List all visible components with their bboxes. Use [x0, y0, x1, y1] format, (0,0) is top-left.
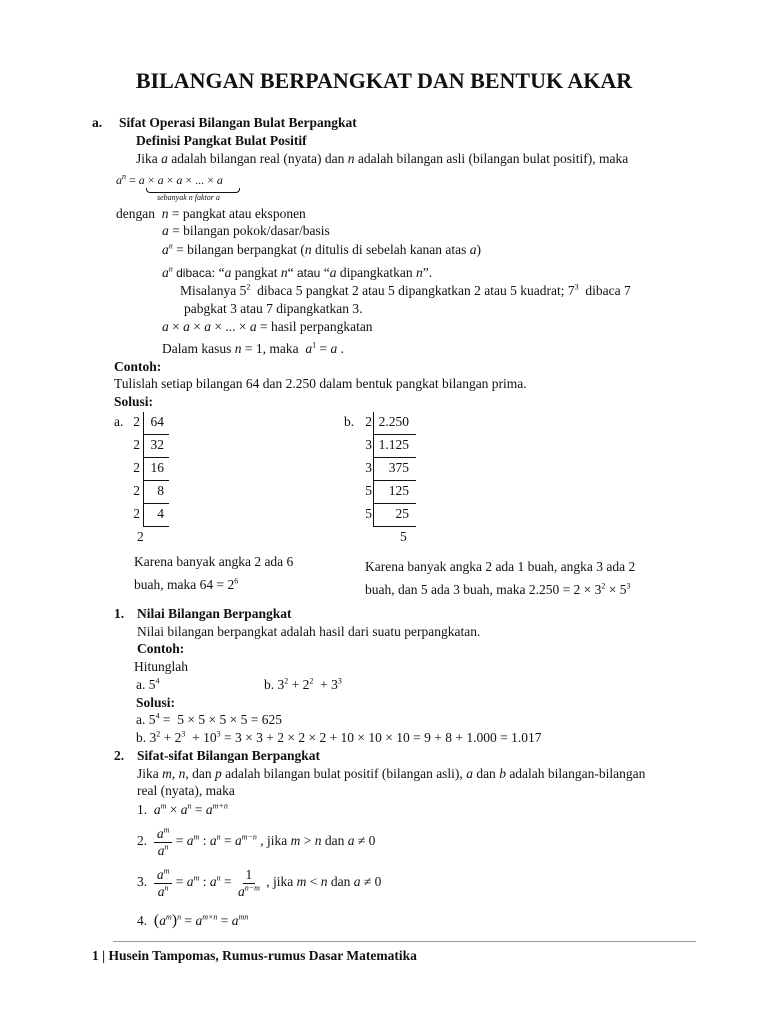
kasus-line: Dalam kasus n = 1, maka $a^1 = a$ .	[162, 340, 344, 356]
division-vertical-rule	[143, 435, 144, 458]
dividend: 375	[388, 460, 409, 475]
contoh-text: Tulislah setiap bilangan 64 dan 2.250 dalam bentuk pangkat bilangan prima.	[114, 376, 527, 391]
division-horizontal-rule	[373, 503, 416, 504]
division-horizontal-rule	[143, 526, 169, 527]
dividend: 1.125	[378, 437, 409, 452]
misalnya-line1: Misalanya $5^2$ dibaca 5 pangkat 2 atau 5 dipangkatkan 2 atau 5 kuadrat; $7^3$ dibaca 7	[180, 282, 631, 298]
solusi-label: Solusi:	[114, 394, 154, 409]
hasil-line: a × a × a × ... × a = hasil perpangkatan	[162, 319, 373, 334]
misalnya-line2: pabgkat 3 atau 7 dipangkatkan 3.	[184, 301, 363, 316]
section2-text-2: real (nyata), maka	[137, 783, 235, 798]
division-vertical-rule	[373, 504, 374, 527]
definition-formula: $a^n = a \times a \times a$ × ... × a	[116, 172, 223, 187]
dividend: 4	[157, 506, 164, 521]
section1-heading: Nilai Bilangan Berpangkat	[137, 606, 292, 621]
dividend: 32	[150, 437, 164, 452]
division-a-marker: a.	[114, 414, 124, 429]
definition-heading: Definisi Pangkat Bulat Positif	[136, 133, 307, 148]
section1-sol-b: b. $3^2 + 2^3 + 10^3 = 3 \times 3 + 2 \times 2 \times 2 + 10 \times 10 \times 10 = 9 + 8 + 1.000 = 1.017$	[136, 729, 542, 745]
footer-rule	[113, 941, 696, 942]
division-vertical-rule	[143, 481, 144, 504]
division-vertical-rule	[373, 481, 374, 504]
contoh-label: Contoh:	[114, 359, 162, 374]
dividend: 125	[388, 483, 409, 498]
division-horizontal-rule	[373, 526, 416, 527]
divisor: 3	[365, 460, 372, 475]
rule-4: 4. $(a^m)^n = a^{m\times n} = a^{mn}$	[137, 912, 249, 929]
division-horizontal-rule	[373, 434, 416, 435]
section1-contoh: Contoh:	[137, 641, 185, 656]
divisor: 2	[133, 414, 140, 429]
page-footer: 1 | Husein Tampomas, Rumus-rumus Dasar Matematika	[92, 948, 417, 963]
division-horizontal-rule	[143, 480, 169, 481]
division-vertical-rule	[373, 435, 374, 458]
division-remainder: 2	[137, 529, 144, 544]
section1-solusi: Solusi:	[136, 695, 176, 710]
division-b-conclusion-1: Karena banyak angka 2 ada 1 buah, angka 3 ada 2	[365, 559, 636, 574]
divisor: 5	[365, 506, 372, 521]
section2-number: 2.	[114, 748, 125, 763]
dividend: 25	[395, 506, 409, 521]
division-b-marker: b.	[344, 414, 355, 429]
brace-label: sebanyak n faktor a	[157, 193, 220, 202]
dividend: 2.250	[378, 414, 409, 429]
dividend: 16	[150, 460, 164, 475]
division-remainder: 5	[400, 529, 407, 544]
section1-item-a: a. $5^4$	[136, 676, 160, 692]
section1-hitunglah: Hitunglah	[134, 659, 188, 674]
dengan-a: a = bilangan pokok/dasar/basis	[162, 223, 330, 238]
division-a-conclusion-2: buah, maka $64 = 2^6$	[134, 576, 239, 592]
section-heading: Sifat Operasi Bilangan Bulat Berpangkat	[119, 115, 357, 130]
division-vertical-rule	[143, 504, 144, 527]
division-vertical-rule	[143, 458, 144, 481]
division-horizontal-rule	[143, 434, 169, 435]
rule-3: 3. $\frac{a^m}{a^n}$ = $a^m$ : $a^n$ = $\frac{1}{a^{n-m}}$ , jika m < n dan a ≠ 0	[137, 866, 382, 899]
divisor: 2	[133, 437, 140, 452]
rule-1: 1. $a^m \times a^n = a^{m+n}$	[137, 801, 228, 817]
divisor: 2	[133, 506, 140, 521]
division-vertical-rule	[143, 412, 144, 435]
division-b-conclusion-2: buah, dan 5 ada 3 buah, maka $2.250 = 2 \times 3^2 \times 5^3$	[365, 581, 631, 597]
divisor: 3	[365, 437, 372, 452]
divisor: 5	[365, 483, 372, 498]
dividend: 8	[157, 483, 164, 498]
section1-number: 1.	[114, 606, 125, 621]
section1-sol-a: a. $5^4 = 5 \times 5 \times 5 \times 5 = 625$	[136, 711, 282, 727]
divisor: 2	[133, 460, 140, 475]
section1-item-b: b. $3^2 + 2^2 + 3^3$	[264, 676, 342, 692]
division-vertical-rule	[373, 458, 374, 481]
rule-2: 2. $\frac{a^m}{a^n}$ = $a^m$ : $a^n = a^{m-n}$ , jika m > n dan a ≠ 0	[137, 825, 376, 858]
division-a-conclusion-1: Karena banyak angka 2 ada 6	[134, 554, 294, 569]
division-vertical-rule	[373, 412, 374, 435]
division-horizontal-rule	[143, 457, 169, 458]
page-title: BILANGAN BERPANGKAT DAN BENTUK AKAR	[135, 68, 633, 93]
section1-text: Nilai bilangan berpangkat adalah hasil dari suatu perpangkatan.	[137, 624, 481, 639]
division-horizontal-rule	[143, 503, 169, 504]
section-marker: a.	[92, 115, 103, 130]
divisor: 2	[133, 483, 140, 498]
dengan-an: $a^n$ = bilangan berpangkat (n ditulis di sebelah kanan atas a)	[162, 241, 482, 257]
section2-heading: Sifat-sifat Bilangan Berpangkat	[137, 748, 321, 763]
section2-text-1: Jika m, n, dan p adalah bilangan bulat positif (bilangan asli), a dan b adalah bilangan-bilangan	[137, 766, 646, 781]
divisor: 2	[365, 414, 372, 429]
dengan-label: dengan n = pangkat atau eksponen	[116, 206, 306, 221]
dividend: 64	[150, 414, 164, 429]
division-horizontal-rule	[373, 457, 416, 458]
definition-text: Jika a adalah bilangan real (nyata) dan n adalah bilangan asli (bilangan bulat positif), maka	[136, 151, 629, 166]
dibaca-line: $a^n$ dibaca: “a pangkat n“ atau “a dipangkatkan n”.	[162, 264, 433, 280]
division-horizontal-rule	[373, 480, 416, 481]
